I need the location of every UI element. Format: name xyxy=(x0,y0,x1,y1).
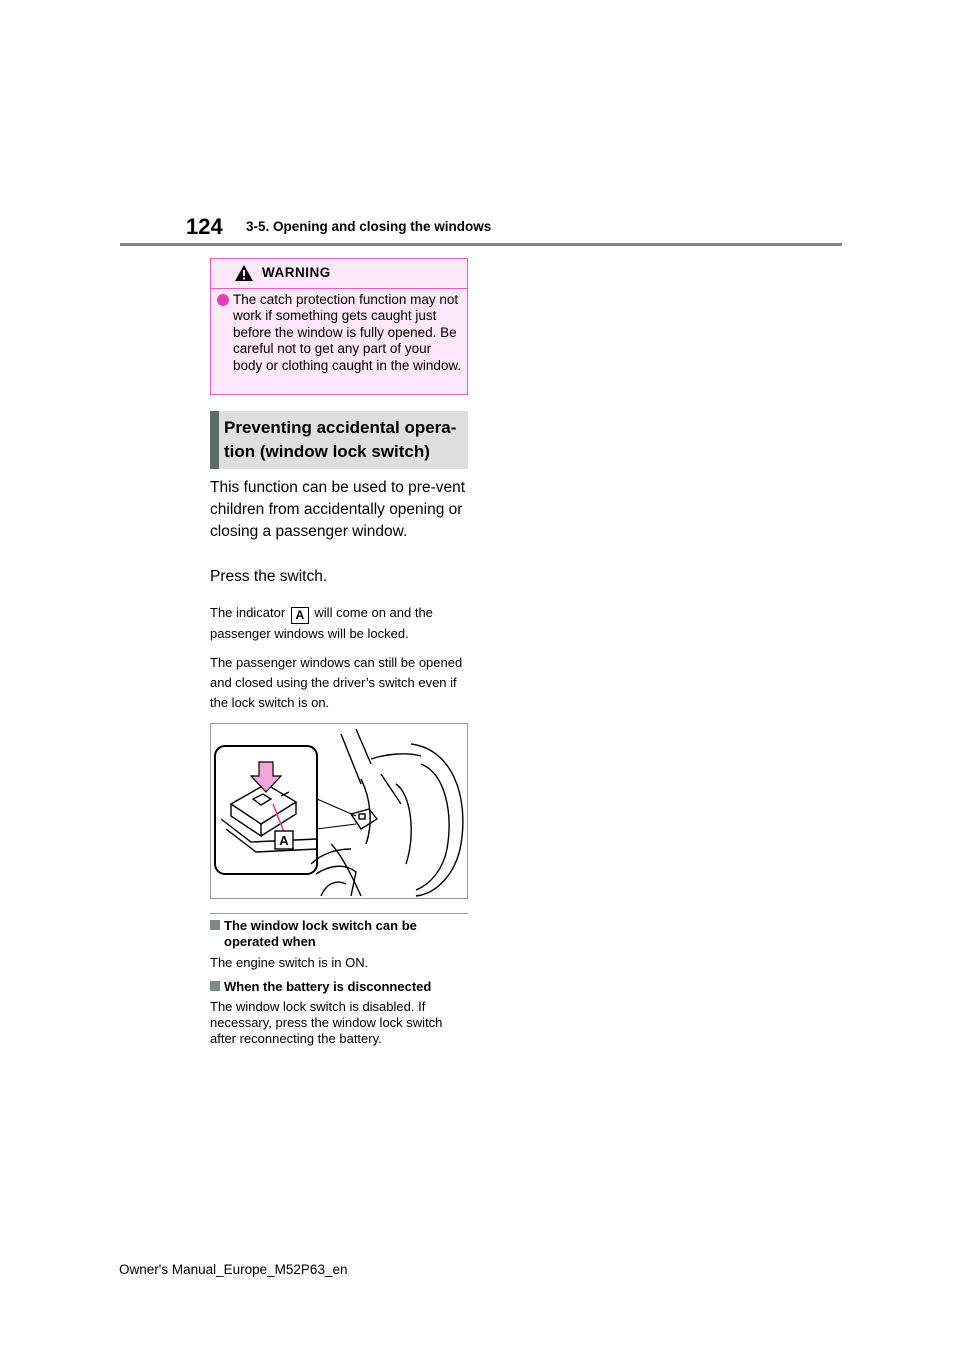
note-title-1: The window lock switch can be operated when xyxy=(224,918,417,949)
bullet-icon xyxy=(217,294,229,306)
square-bullet-icon xyxy=(210,981,220,991)
section-title: 3-5. Opening and closing the windows xyxy=(246,219,492,234)
page-number: 124 xyxy=(186,214,223,239)
warning-text: The catch protection function may not work if something gets caught just before the window is fully opened. Be careful not to get any part of your body or clothing caught in the window. xyxy=(233,292,462,373)
warning-title-bar xyxy=(211,259,467,289)
heading-text: Preventing accidental opera-tion (window lock switch) xyxy=(224,418,457,461)
indicator-before: The indicator xyxy=(210,605,286,620)
indicator-after: will come on and the passenger windows will be locked. xyxy=(210,605,433,641)
illustration xyxy=(210,723,468,899)
intro-paragraph: This function can be used to pre-vent children from accidentally opening or closing a passenger window. xyxy=(210,479,466,540)
note-heading-1 xyxy=(210,918,468,950)
square-bullet-icon xyxy=(210,920,220,930)
warning-body xyxy=(217,292,463,374)
note-heading-2 xyxy=(210,979,468,995)
warning-icon xyxy=(235,265,253,281)
note-title-2: When the battery is disconnected xyxy=(224,979,432,994)
warning-title: WARNING xyxy=(262,265,331,280)
section-heading xyxy=(210,411,468,469)
note-body-2: The window lock switch is disabled. If necessary, press the window lock switch after reconnecting the battery. xyxy=(210,999,443,1046)
notes-rule xyxy=(210,913,468,914)
header-rule xyxy=(120,243,842,246)
footer: Owner's Manual_Europe_M52P63_en xyxy=(119,1262,348,1277)
indicator-note xyxy=(210,603,470,644)
indicator-label-box: A xyxy=(291,607,309,624)
figure-callout-label: A xyxy=(279,833,289,848)
note-body-1: The engine switch is in ON. xyxy=(210,955,369,970)
warning-box xyxy=(210,258,468,395)
heading-bar xyxy=(210,411,219,469)
instruction: Press the switch. xyxy=(210,568,328,585)
driver-switch-note: The passenger windows can still be opened and closed using the driver’s switch even if the lock switch is on. xyxy=(210,655,463,710)
window-lock-switch-illustration xyxy=(211,724,467,898)
